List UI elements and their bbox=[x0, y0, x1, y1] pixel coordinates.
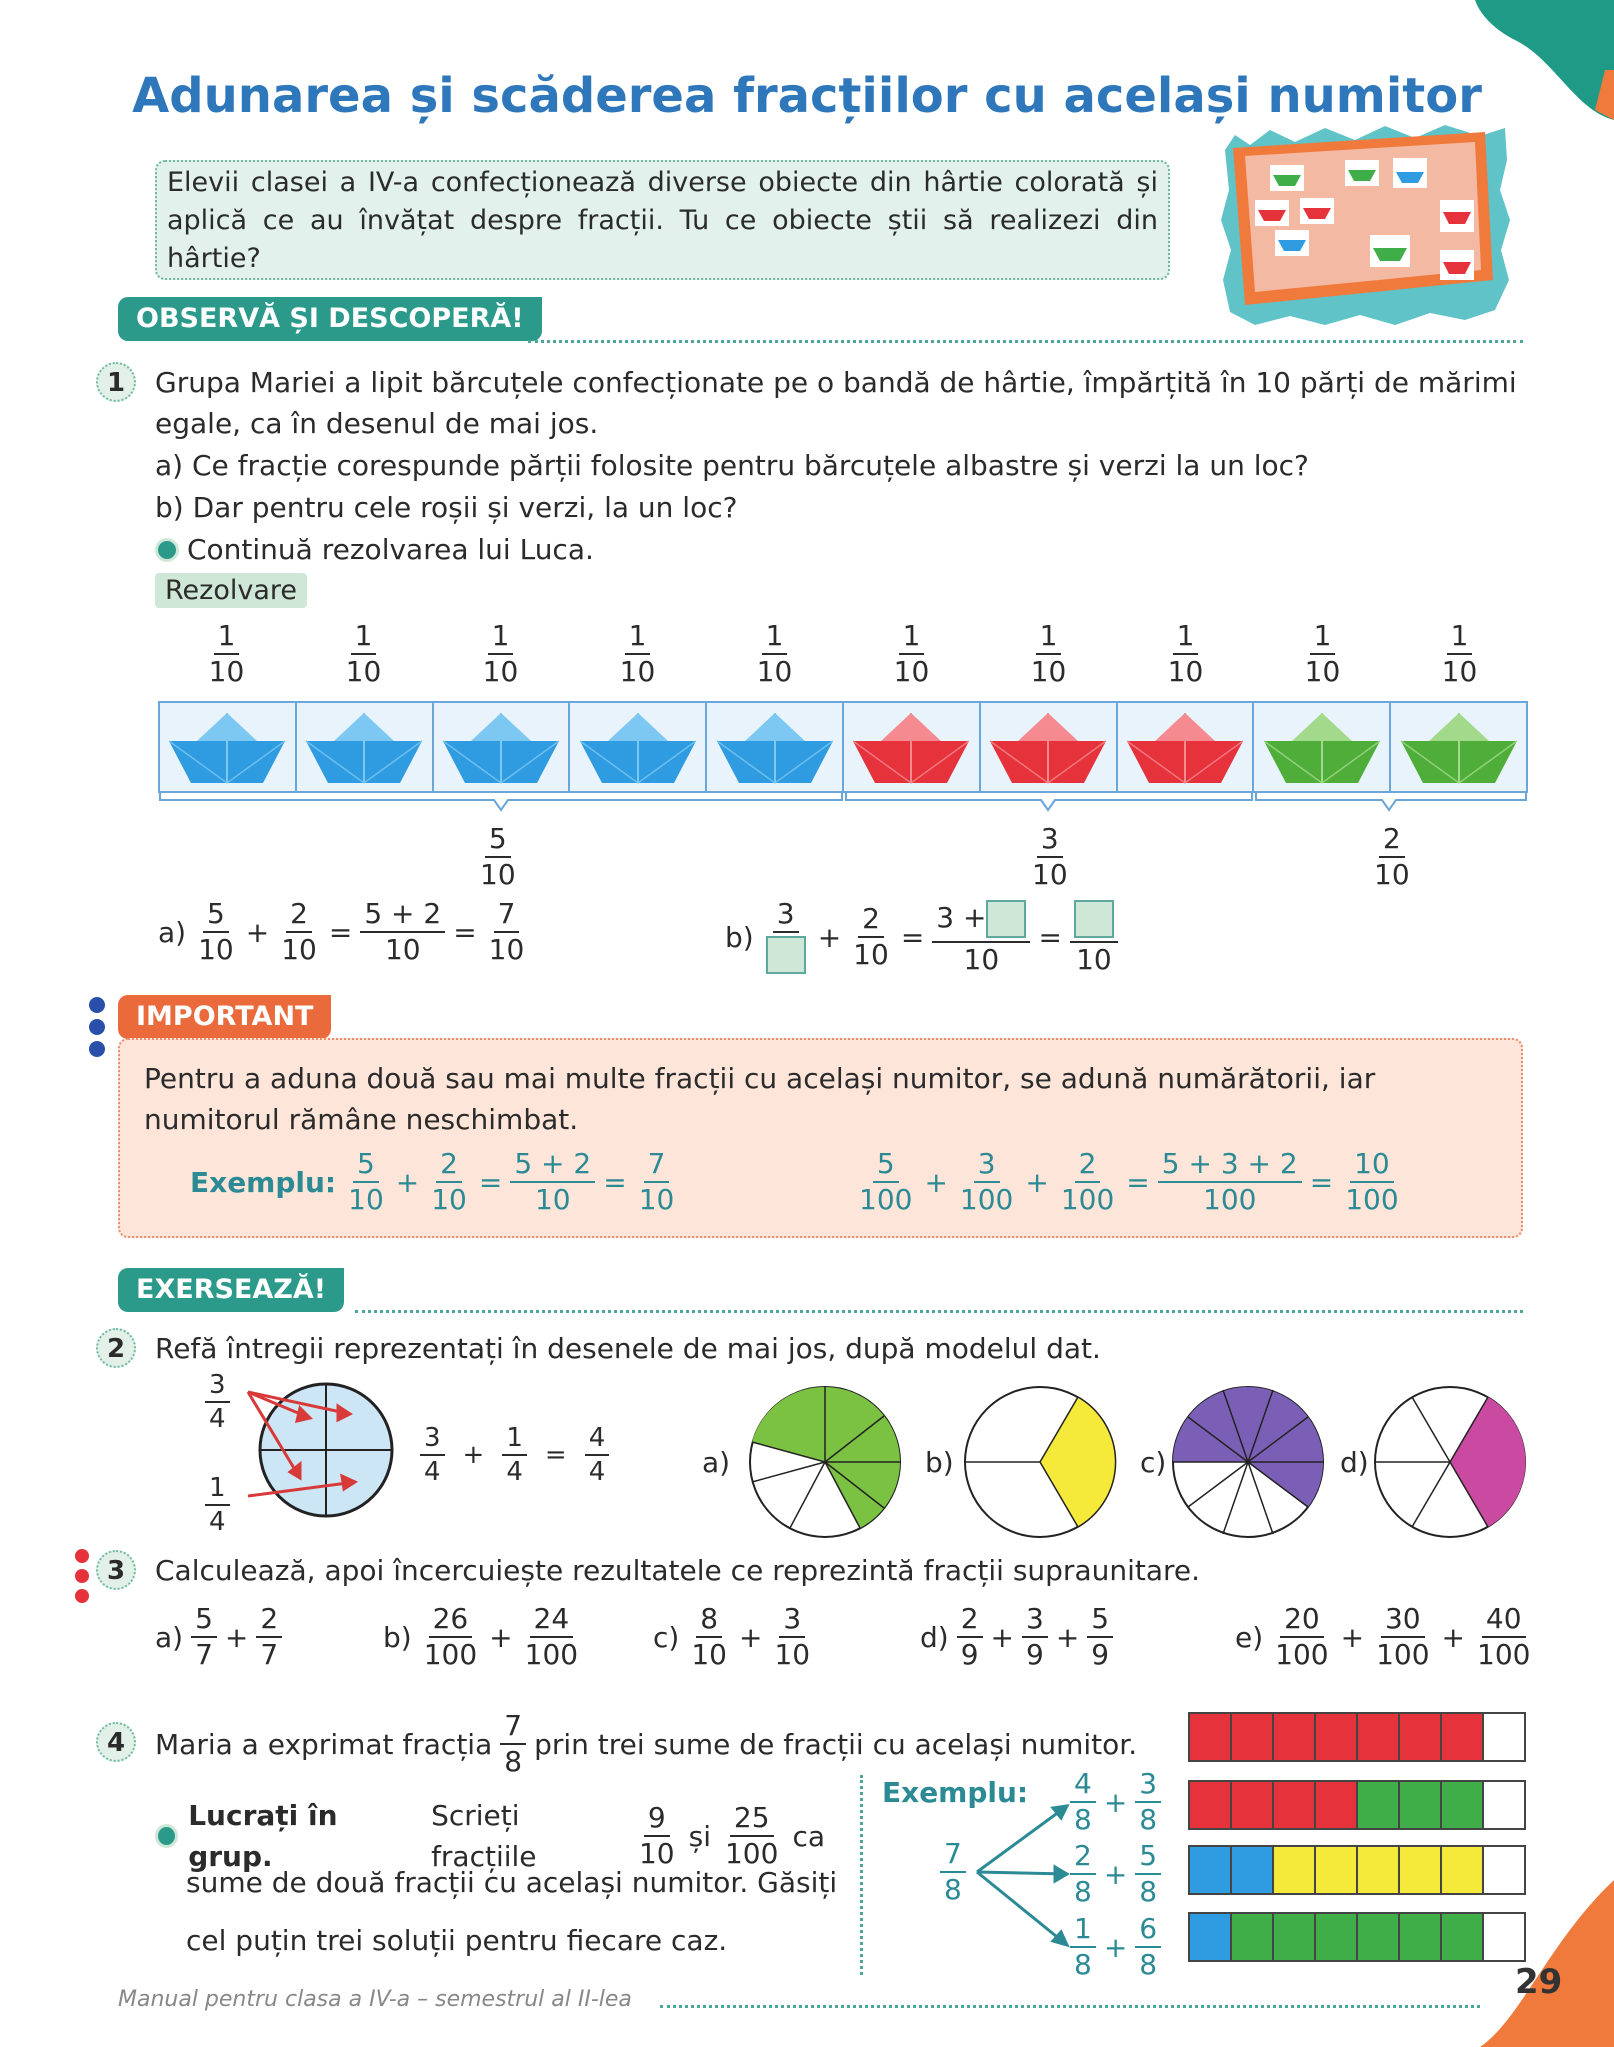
answer-box[interactable] bbox=[1074, 900, 1114, 938]
paper-boat-icon bbox=[1262, 707, 1382, 787]
section-divider bbox=[355, 1310, 1523, 1313]
unit-fraction-label bbox=[1391, 619, 1528, 688]
exercise-3-item: b) $\frac{26}{100}$ + $\frac{24}{100}$ bbox=[383, 1605, 582, 1669]
exercise-2-text: Refă întregii reprezentați în desenele de mai jos, după modelul dat. bbox=[155, 1332, 1101, 1365]
boat-strip bbox=[158, 701, 1528, 793]
example-label: Exemplu: bbox=[882, 1776, 1029, 1809]
example-sums bbox=[1070, 1767, 1180, 1981]
strip-cell bbox=[434, 703, 571, 791]
bar-segment bbox=[1274, 1914, 1316, 1960]
paper-boat-icon bbox=[1399, 707, 1519, 787]
circle-label-b: b) bbox=[925, 1446, 954, 1479]
fraction: $\frac{4}{4}$ bbox=[585, 1425, 610, 1485]
bar-segment bbox=[1400, 1714, 1442, 1760]
bar-segment bbox=[1190, 1847, 1232, 1893]
bar-segment bbox=[1190, 1714, 1232, 1760]
section-tab-observe: OBSERVĂ ȘI DESCOPERĂ! bbox=[118, 297, 542, 341]
fraction: $\frac{26}{100}$ bbox=[423, 1602, 478, 1671]
fraction: $\frac{5}{7}$ bbox=[191, 1605, 217, 1669]
bar-segment bbox=[1274, 1782, 1316, 1828]
footer-text: Manual pentru clasa a IV-a – semestrul al II-lea bbox=[118, 1987, 632, 2012]
unit-fraction-label bbox=[843, 619, 980, 688]
fraction: $\frac{40}{100}$ bbox=[1477, 1602, 1531, 1671]
example-sum: $\frac{1}{8}$ + $\frac{6}{8}$ bbox=[1070, 1915, 1161, 1979]
exercise-3-item: d) $\frac{2}{9}$ + $\frac{3}{9}$ + $\frac{5}{9}$ bbox=[920, 1605, 1113, 1669]
circle-a bbox=[745, 1382, 905, 1542]
bullet-icon bbox=[155, 1824, 178, 1848]
fraction: $\frac{1}{10}$ bbox=[893, 619, 930, 688]
fraction: $\frac{24}{100}$ bbox=[524, 1602, 579, 1671]
unit-fraction-label bbox=[1117, 619, 1254, 688]
bar-segment bbox=[1232, 1782, 1274, 1828]
fraction: $\frac{8}{10}$ bbox=[691, 1602, 727, 1671]
unit-fraction-label bbox=[706, 619, 843, 688]
fraction: $\frac{5}{9}$ bbox=[1087, 1605, 1113, 1669]
circle-d bbox=[1370, 1382, 1530, 1542]
fraction: $\frac{7}{10}$ bbox=[638, 1147, 675, 1216]
strip-cell bbox=[1391, 703, 1526, 791]
strip-cell bbox=[844, 703, 981, 791]
equation-b: b) 3 + $\frac{2}{10}$ = $\frac{3 +}{10}$ = 10 bbox=[725, 900, 1118, 974]
circle-label-c: c) bbox=[1140, 1446, 1167, 1479]
section-divider bbox=[528, 340, 1523, 343]
fraction: $\frac{1}{10}$ bbox=[1030, 619, 1067, 688]
bar-segment bbox=[1358, 1847, 1400, 1893]
example-label: Exemplu: bbox=[190, 1165, 337, 1199]
paper-boat-icon bbox=[304, 707, 424, 787]
fraction: $\frac{1}{10}$ bbox=[619, 619, 656, 688]
fraction-bar bbox=[1188, 1845, 1526, 1895]
exercise-3-text: Calculează, apoi încercuiește rezultatele ce reprezintă fracții supraunitare. bbox=[155, 1554, 1201, 1587]
fraction: $\frac{5}{10}$ bbox=[348, 1147, 384, 1216]
strip-cell bbox=[981, 703, 1118, 791]
bar-segment bbox=[1232, 1914, 1274, 1960]
exercise-3-item: c) $\frac{8}{10}$ + $\frac{3}{10}$ bbox=[653, 1605, 814, 1669]
bar-segment bbox=[1316, 1847, 1358, 1893]
important-box bbox=[118, 1038, 1523, 1238]
fraction: $\frac{1}{10}$ bbox=[1167, 619, 1204, 688]
group-fraction-green: $\frac{2}{10}$ bbox=[1374, 822, 1410, 891]
fraction: $\frac{2}{10}$ bbox=[431, 1147, 467, 1216]
branch-arrows bbox=[975, 1780, 1075, 1960]
page-number: 29 bbox=[1515, 1962, 1563, 2002]
exercise-1-text: Grupa Mariei a lipit bărcuțele confecționate pe o bandă de hârtie, împărțită în 10 părți de mărimi egale, ca în desenul de mai jos. bbox=[155, 366, 1517, 440]
model-fraction-top: $\frac{3}{4}$ bbox=[205, 1372, 230, 1432]
divider-vertical bbox=[860, 1775, 863, 1975]
fraction: $\frac{1}{8}$ bbox=[1070, 1915, 1096, 1979]
bar-segment bbox=[1400, 1847, 1442, 1893]
fraction-bar bbox=[1188, 1712, 1526, 1762]
paper-boat-icon bbox=[988, 707, 1108, 787]
paper-boat-icon bbox=[851, 707, 971, 787]
exercise-number: 3 bbox=[96, 1550, 136, 1590]
bar-segment bbox=[1400, 1914, 1442, 1960]
exercise-number: 2 bbox=[96, 1328, 136, 1368]
circle-c bbox=[1168, 1382, 1328, 1542]
example-root-fraction: $\frac{7}{8}$ bbox=[940, 1840, 966, 1904]
bar-segment bbox=[1484, 1782, 1524, 1828]
bar-segment bbox=[1484, 1714, 1524, 1760]
group-fraction-blue: $\frac{5}{10}$ bbox=[480, 822, 516, 891]
unit-fraction-label bbox=[1254, 619, 1391, 688]
answer-box[interactable] bbox=[986, 900, 1026, 938]
bar-segment bbox=[1358, 1714, 1400, 1760]
bar-segment bbox=[1232, 1714, 1274, 1760]
item-label: a) bbox=[155, 1620, 184, 1654]
bar-segment bbox=[1442, 1847, 1484, 1893]
fraction: $\frac{20}{100}$ bbox=[1275, 1602, 1329, 1671]
bar-segment bbox=[1316, 1914, 1358, 1960]
group-fraction-red: $\frac{3}{10}$ bbox=[1032, 822, 1068, 891]
model-equation: $\frac{3}{4}$ + $\frac{1}{4}$ = $\frac{4}{4}$ bbox=[420, 1425, 609, 1485]
fraction: $\frac{1}{10}$ bbox=[1441, 619, 1478, 688]
paper-boat-icon bbox=[715, 707, 835, 787]
fraction: $\frac{3}{8}$ bbox=[1135, 1770, 1161, 1834]
unit-fraction-labels bbox=[158, 619, 1528, 688]
paper-boat-icon bbox=[578, 707, 698, 787]
footer-divider bbox=[660, 2005, 1480, 2008]
paper-boat-icon bbox=[1125, 707, 1245, 787]
bar-segment bbox=[1232, 1847, 1274, 1893]
important-rule-text: Pentru a aduna două sau mai multe fracții cu același numitor, se adună numărătorii, iar numitorul rămâne neschimbat. bbox=[144, 1062, 1376, 1136]
fraction: $\frac{10}{100}$ bbox=[1345, 1147, 1399, 1216]
bar-segment bbox=[1442, 1914, 1484, 1960]
bar-segment bbox=[1442, 1782, 1484, 1828]
fraction-bar bbox=[1188, 1780, 1526, 1830]
group-task-line2: sume de două fracții cu același numitor. Găsiți bbox=[186, 1866, 838, 1899]
group-task-line3: cel puțin trei soluții pentru fiecare caz. bbox=[186, 1924, 728, 1957]
bar-segment bbox=[1316, 1714, 1358, 1760]
section-tab-important: IMPORTANT bbox=[118, 995, 331, 1039]
fraction: $\frac{1}{10}$ bbox=[208, 619, 245, 688]
fraction: $\frac{3}{100}$ bbox=[959, 1147, 1014, 1216]
exercise-3-items bbox=[155, 1602, 1535, 1675]
solution-label: Rezolvare bbox=[155, 573, 307, 608]
item-label: b) bbox=[383, 1620, 412, 1654]
fraction: $\frac{6}{8}$ bbox=[1135, 1915, 1161, 1979]
paper-boat-icon bbox=[167, 707, 287, 787]
exercise-3-item: a) $\frac{5}{7}$ + $\frac{2}{7}$ bbox=[155, 1605, 282, 1669]
fraction: $\frac{1}{10}$ bbox=[756, 619, 793, 688]
paper-boat-icon bbox=[441, 707, 561, 787]
decorative-dots bbox=[85, 995, 109, 1065]
item-label: c) bbox=[653, 1620, 680, 1654]
circle-label-a: a) bbox=[702, 1446, 731, 1479]
strip-cell bbox=[707, 703, 844, 791]
group-braces bbox=[158, 790, 1528, 820]
exercise-number: 1 bbox=[96, 362, 136, 402]
item-label: d) bbox=[920, 1620, 949, 1654]
decorative-dots bbox=[70, 1548, 94, 1608]
bullet-icon bbox=[155, 538, 179, 562]
bar-segment bbox=[1484, 1847, 1524, 1893]
fraction: $\frac{5 + 3 + 2}{100}$ bbox=[1158, 1150, 1302, 1214]
section-tab-practice: EXERSEAZĂ! bbox=[118, 1268, 344, 1312]
strip-cell bbox=[1118, 703, 1255, 791]
fraction: $\frac{5 + 2}{10}$ bbox=[510, 1150, 595, 1214]
model-circle-diagram bbox=[230, 1378, 400, 1528]
unit-fraction-label bbox=[980, 619, 1117, 688]
fraction: $\frac{1}{10}$ bbox=[345, 619, 382, 688]
item-label: e) bbox=[1235, 1620, 1264, 1654]
intro-text: Elevii clasei a IV-a confecționează diverse obiecte din hârtie colorată și aplică ce au învățat despre fracții. Tu ce obiecte știi să realizezi din hârtie? bbox=[155, 160, 1170, 280]
unit-fraction-label bbox=[569, 619, 706, 688]
fraction: $\frac{3}{4}$ bbox=[420, 1425, 445, 1485]
strip-cell bbox=[160, 703, 297, 791]
exercise-1-bullet bbox=[155, 529, 594, 570]
important-example-1: Exemplu: $\frac{5}{10}$ + $\frac{2}{10}$ = $\frac{5 + 2}{10}$ = $\frac{7}{10}$ bbox=[190, 1150, 678, 1214]
important-example-2: $\frac{5}{100}$ + $\frac{3}{100}$ + $\frac{2}{100}$ = $\frac{5 + 3 + 2}{100}$ = $\frac{10}{100}$ bbox=[855, 1150, 1403, 1214]
exercise-1-question-a: a) Ce fracție corespunde părții folosite pentru bărcuțele albastre și verzi la un loc? bbox=[155, 449, 1309, 482]
equation-a: a) $\frac{5}{10}$ + $\frac{2}{10}$ = $\frac{5 + 2}{10}$ = $\frac{7}{10}$ bbox=[158, 897, 525, 966]
unit-fraction-label bbox=[432, 619, 569, 688]
strip-cell bbox=[1254, 703, 1391, 791]
strip-cell bbox=[297, 703, 434, 791]
answer-box[interactable] bbox=[766, 936, 806, 974]
bar-segment bbox=[1358, 1914, 1400, 1960]
bar-segment bbox=[1190, 1914, 1232, 1960]
circle-b bbox=[960, 1382, 1120, 1542]
fraction-bar bbox=[1188, 1912, 1526, 1962]
bar-segment bbox=[1316, 1782, 1358, 1828]
fraction: $\frac{2}{100}$ bbox=[1060, 1147, 1115, 1216]
fraction: $\frac{2}{8}$ bbox=[1070, 1842, 1096, 1906]
group-task: Lucrați în grup. Scrieți fracțiile $\frac{9}{10}$ și $\frac{25}{100}$ ca bbox=[155, 1795, 825, 1877]
fraction: $\frac{30}{100}$ bbox=[1376, 1602, 1430, 1671]
exercise-3-item: e) $\frac{20}{100}$ + $\frac{30}{100}$ + $\frac{40}{100}$ bbox=[1235, 1605, 1534, 1669]
strip-cell bbox=[570, 703, 707, 791]
exercise-1-question-b: b) Dar pentru cele roșii și verzi, la un loc? bbox=[155, 491, 738, 524]
example-sum: $\frac{4}{8}$ + $\frac{3}{8}$ bbox=[1070, 1770, 1161, 1834]
fraction: $\frac{1}{4}$ bbox=[502, 1425, 527, 1485]
fraction: $\frac{3}{10}$ bbox=[774, 1602, 811, 1671]
bar-segment bbox=[1190, 1782, 1232, 1828]
bar-segment bbox=[1358, 1782, 1400, 1828]
circle-label-d: d) bbox=[1340, 1446, 1369, 1479]
exercise-number: 4 bbox=[96, 1722, 136, 1762]
bar-segment bbox=[1442, 1714, 1484, 1760]
page-title: Adunarea și scăderea fracțiilor cu același numitor bbox=[132, 68, 1482, 124]
fraction: $\frac{2}{7}$ bbox=[256, 1605, 282, 1669]
fraction: $\frac{3}{9}$ bbox=[1022, 1605, 1048, 1669]
fraction: $\frac{5}{8}$ bbox=[1135, 1842, 1161, 1906]
fraction: $\frac{1}{10}$ bbox=[1304, 619, 1341, 688]
fraction: $\frac{1}{10}$ bbox=[482, 619, 519, 688]
bullet-text: Continuă rezolvarea lui Luca. bbox=[187, 533, 594, 566]
bar-segment bbox=[1484, 1914, 1524, 1960]
bar-segment bbox=[1400, 1782, 1442, 1828]
model-fraction-bottom: $\frac{1}{4}$ bbox=[205, 1475, 230, 1535]
bar-segment bbox=[1274, 1714, 1316, 1760]
unit-fraction-label bbox=[295, 619, 432, 688]
fraction: $\frac{5}{100}$ bbox=[859, 1147, 913, 1216]
fraction: $\frac{4}{8}$ bbox=[1070, 1770, 1096, 1834]
unit-fraction-label bbox=[158, 619, 295, 688]
fraction: $\frac{2}{9}$ bbox=[957, 1605, 983, 1669]
cork-board-illustration bbox=[1215, 120, 1515, 330]
exercise-4-text: Maria a exprimat fracția $\frac{7}{8}$ prin trei sume de fracții cu același numitor. bbox=[155, 1709, 1138, 1778]
example-sum: $\frac{2}{8}$ + $\frac{5}{8}$ bbox=[1070, 1842, 1161, 1906]
bar-segment bbox=[1274, 1847, 1316, 1893]
